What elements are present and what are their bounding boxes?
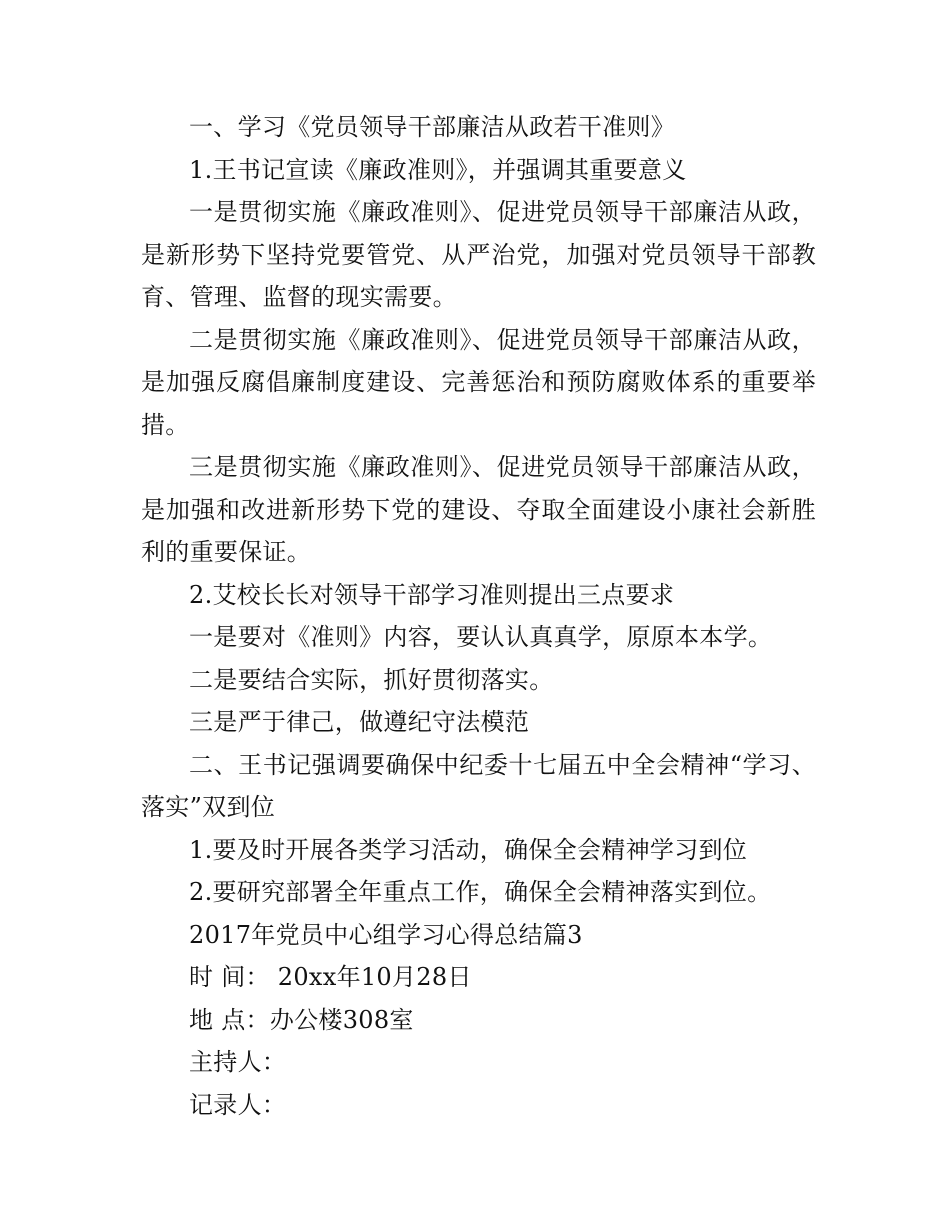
paragraph: 二是要结合实际，抓好贯彻落实。 xyxy=(189,665,554,694)
paragraph: 1.要及时开展各类学习活动，确保全会精神学习到位 xyxy=(189,835,748,864)
article-title: 2017年党员中心组学习心得总结篇3 xyxy=(189,920,583,949)
paragraph: 二是贯彻实施《廉政准则》、促进党员领导干部廉洁从政，是加强反腐倡廉制度建设、完善惩治和预防腐败体系的重要举措。 xyxy=(141,325,816,439)
paragraph: 三是严于律己，做遵纪守法模范 xyxy=(189,708,530,736)
meeting-time: 时 间： 20xx年10月28日 xyxy=(189,963,472,991)
heading-section-2: 二、王书记强调要确保中纪委十七届五中全会精神“学习、落实”双到位 xyxy=(141,750,816,821)
document-body xyxy=(141,106,816,1126)
subheading-1-1: 1.王书记宣读《廉政准则》，并强调其重要意义 xyxy=(189,155,687,184)
paragraph: 一是贯彻实施《廉政准则》、促进党员领导干部廉洁从政，是新形势下坚持党要管党、从严治党，加强对党员领导干部教育、管理、监督的现实需要。 xyxy=(141,198,816,311)
paragraph: 2.要研究部署全年重点工作，确保全会精神落实到位。 xyxy=(189,878,772,906)
meeting-recorder: 记录人： xyxy=(189,1090,287,1119)
paragraph: 三是贯彻实施《廉政准则》、促进党员领导干部廉洁从政，是加强和改进新形势下党的建设、夺取全面建设小康社会新胜利的重要保证。 xyxy=(141,453,816,566)
meeting-host: 主持人： xyxy=(189,1048,287,1076)
heading-section-1: 一、学习《党员领导干部廉洁从政若干准则》 xyxy=(189,113,675,141)
subheading-1-2: 2.艾校长长对领导干部学习准则提出三点要求 xyxy=(189,580,675,609)
meeting-location: 地 点：办公楼308室 xyxy=(189,1005,414,1034)
paragraph: 一是要对《准则》内容，要认认真真学，原原本本学。 xyxy=(189,623,773,651)
